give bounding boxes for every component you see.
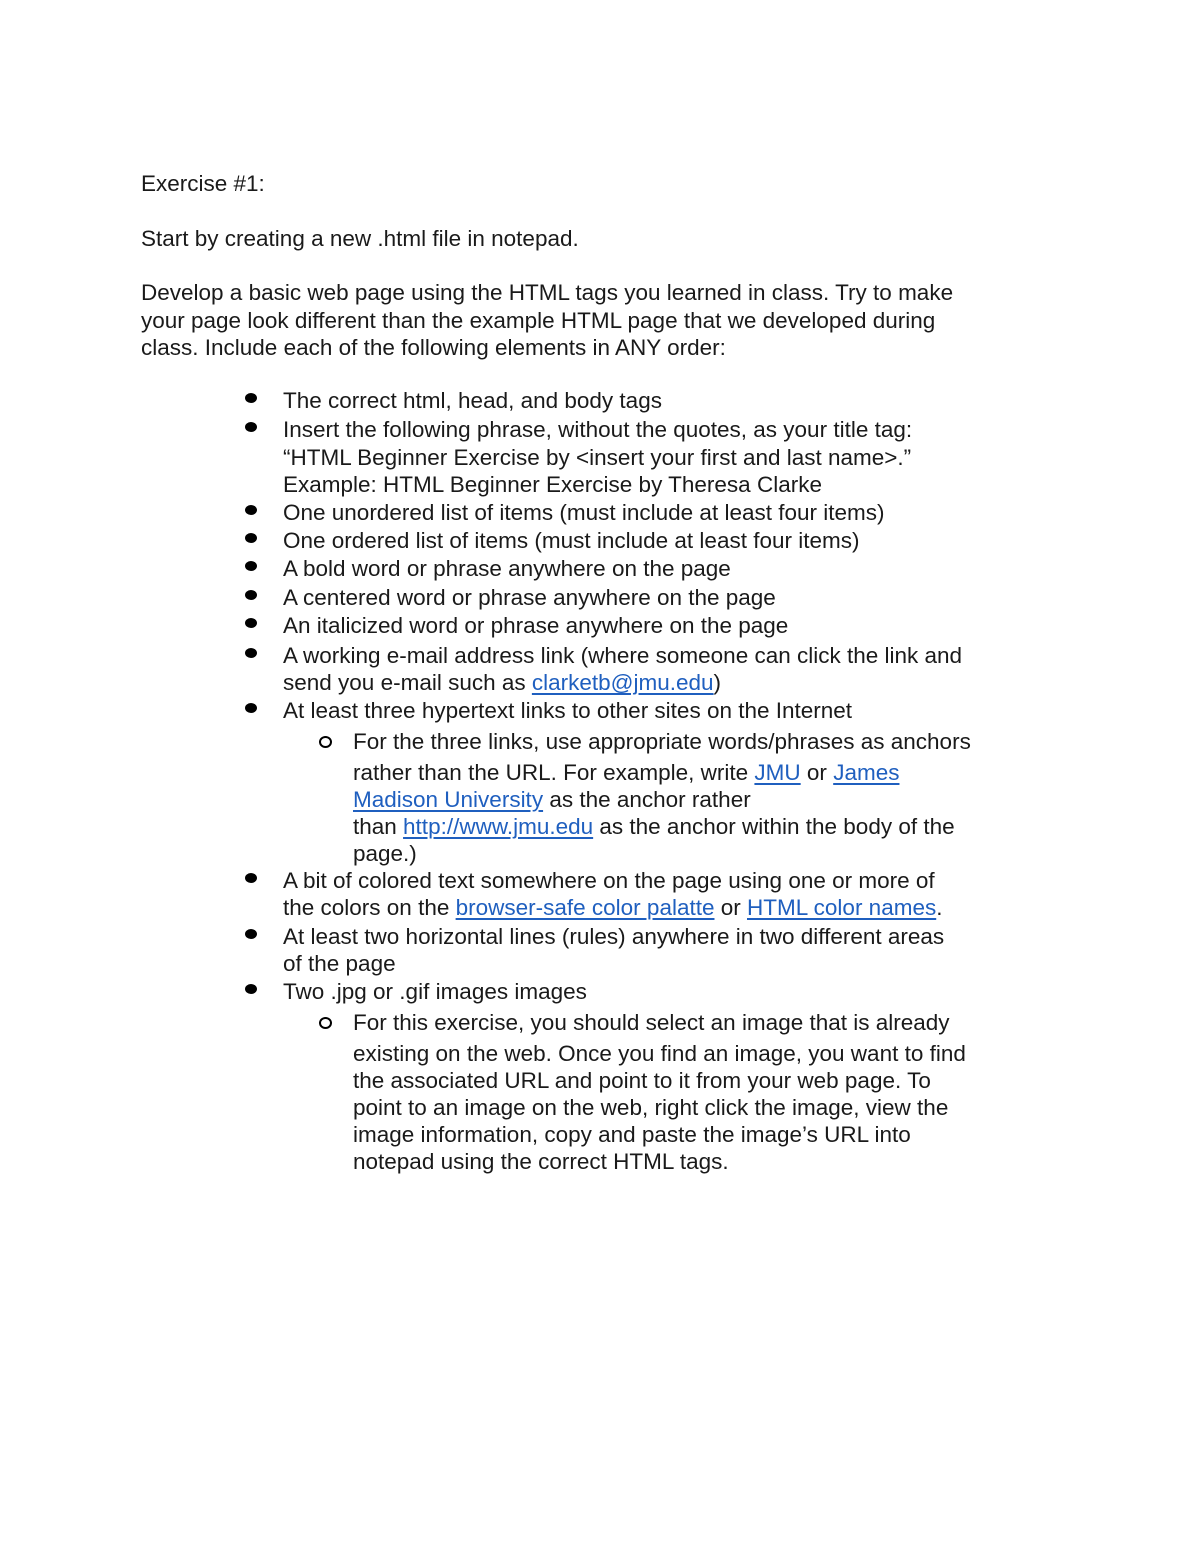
email-text-end: ) <box>713 670 722 695</box>
sub-item-text: than <box>353 814 404 839</box>
list-item: One ordered list of items (must include at least four items) <box>283 528 860 553</box>
bullet-icon <box>245 393 257 403</box>
james-madison-link-cont[interactable]: Madison University <box>353 787 544 812</box>
list-item: At least two horizontal lines (rules) anywhere in two different areas <box>283 924 945 949</box>
exercise-heading: Exercise #1: <box>141 171 265 196</box>
list-item-continuation: Example: HTML Beginner Exercise by Theresa Clarke <box>283 472 822 497</box>
sub-bullet-icon <box>319 736 332 748</box>
sub-list-item-continuation: point to an image on the web, right click the image, view the <box>353 1095 949 1120</box>
sub-list-item-continuation: image information, copy and paste the image’s URL into <box>353 1122 911 1147</box>
email-link[interactable]: clarketb@jmu.edu <box>531 670 714 695</box>
sub-list-item: For the three links, use appropriate words/phrases as anchors <box>353 729 971 754</box>
sub-list-item-continuation: existing on the web. Once you find an image, you want to find <box>353 1041 966 1066</box>
color-names-link[interactable]: HTML color names <box>747 895 937 920</box>
list-item: A centered word or phrase anywhere on the page <box>283 585 776 610</box>
bullet-icon <box>245 984 257 994</box>
list-item: The correct html, head, and body tags <box>283 388 662 413</box>
bullet-icon <box>245 505 257 515</box>
sub-list-item: For this exercise, you should select an image that is already <box>353 1010 950 1035</box>
intro-text: Start by creating a new .html file in notepad. <box>141 226 579 251</box>
bullet-icon <box>245 561 257 571</box>
list-item: One unordered list of items (must include at least four items) <box>283 500 885 525</box>
list-item: At least three hypertext links to other sites on the Internet <box>283 698 853 723</box>
sub-item-text: as the anchor within the body of the <box>593 814 955 839</box>
list-item-continuation: “HTML Beginner Exercise by <insert your first and last name>.” <box>283 445 912 470</box>
bullet-icon <box>245 929 257 939</box>
jmu-link[interactable]: JMU <box>754 760 801 785</box>
sub-list-item-continuation <box>353 759 899 787</box>
list-item-continuation <box>283 669 721 697</box>
sub-list-item-continuation <box>353 786 751 814</box>
color-text: or <box>714 895 747 920</box>
list-item: An italicized word or phrase anywhere on the page <box>283 613 789 638</box>
instruction-line: Develop a basic web page using the HTML tags you learned in class. Try to make <box>141 280 954 305</box>
list-item-continuation <box>283 894 942 922</box>
color-text-end: . <box>936 895 943 920</box>
bullet-icon <box>245 873 257 883</box>
sub-list-item-continuation <box>353 813 955 841</box>
instruction-line: your page look different than the example HTML page that we developed during <box>141 308 936 333</box>
sub-list-item-continuation: notepad using the correct HTML tags. <box>353 1149 729 1174</box>
bullet-icon <box>245 533 257 543</box>
sub-list-item-continuation: page.) <box>353 841 417 866</box>
sub-list-item-continuation: the associated URL and point to it from your web page. To <box>353 1068 931 1093</box>
color-text: the colors on the <box>283 895 456 920</box>
email-text: send you e-mail such as <box>283 670 532 695</box>
jmu-url-link[interactable]: http://www.jmu.edu <box>403 814 594 839</box>
sub-item-text: as the anchor rather <box>543 787 751 812</box>
list-item: A working e-mail address link (where someone can click the link and <box>283 643 963 668</box>
list-item: Insert the following phrase, without the quotes, as your title tag: <box>283 417 913 442</box>
sub-bullet-icon <box>319 1017 332 1029</box>
sub-item-text: or <box>800 760 834 785</box>
bullet-icon <box>245 618 257 628</box>
list-item-continuation: of the page <box>283 951 396 976</box>
bullet-icon <box>245 590 257 600</box>
bullet-icon <box>245 703 257 713</box>
sub-item-text: rather than the URL. For example, write <box>353 760 755 785</box>
bullet-icon <box>245 422 257 432</box>
list-item: Two .jpg or .gif images images <box>283 979 587 1004</box>
list-item: A bit of colored text somewhere on the page using one or more of <box>283 868 935 893</box>
list-item: A bold word or phrase anywhere on the page <box>283 556 731 581</box>
james-madison-link[interactable]: James <box>833 760 900 785</box>
bullet-icon <box>245 648 257 658</box>
instruction-line: class. Include each of the following elements in ANY order: <box>141 335 726 360</box>
color-palette-link[interactable]: browser-safe color palatte <box>455 895 715 920</box>
